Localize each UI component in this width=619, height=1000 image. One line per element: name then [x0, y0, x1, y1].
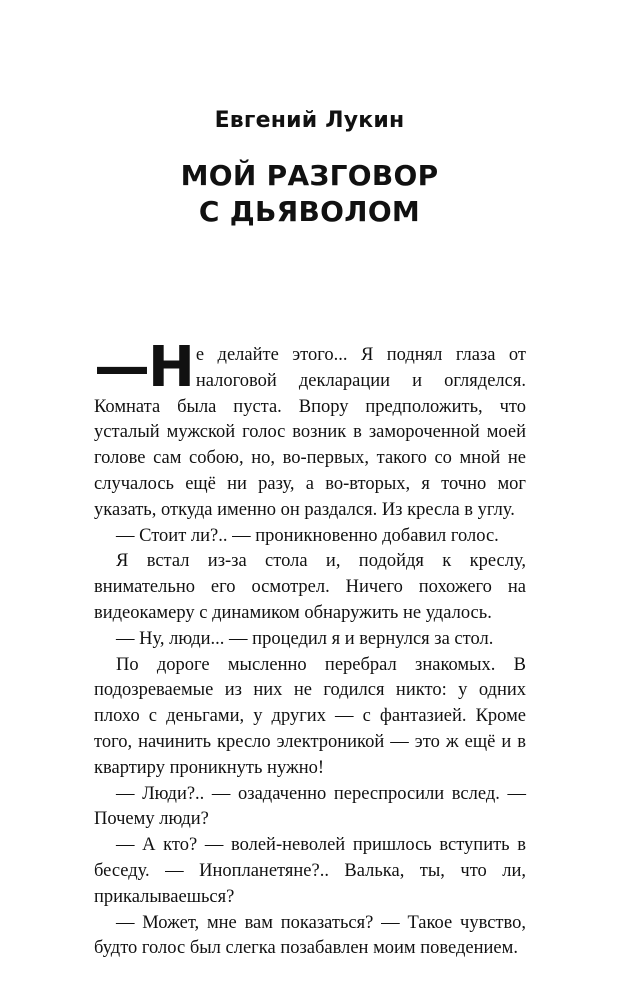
paragraph [94, 335, 526, 524]
paragraph: — А кто? — волей-неволей пришлось вступить в беседу. — Инопланетяне?.. Валька, ты, что ли, прикалываешься? [94, 835, 526, 907]
author-name: Евгений Лукин [214, 108, 405, 133]
paragraph: По дороге мысленно перебрал знакомых. В подозреваемые из них не годился никто: у одних плохо с деньгами, у других — с фантазией. Кроме того, начинить кресло электроникой — это ж ещё и в квартиру проникнуть нужно! [94, 654, 526, 778]
title-line-2: С ДЬЯВОЛОМ [198, 195, 421, 228]
paragraph: — Люди?.. — озадаченно переспросили вслед. — Почему люди? [94, 783, 526, 830]
paragraph: — Ну, люди... — процедил я и вернулся за стол. [116, 628, 494, 649]
paragraph-text: е делайте этого... Я поднял глаза от налоговой декларации и огляделся. Комната была пуста. Впору предположить, что усталый мужской голос возник в замороченной моей голове сам собою, но, во-первых, такого со мной не случалось ещё ни разу, а во-вторых, я точно мог указать, откуда именно он раздался. Из кресла в углу. [94, 345, 526, 520]
story-title [0, 158, 619, 230]
title-line-1: МОЙ РАЗГОВОР [180, 159, 439, 192]
story-text [94, 335, 526, 962]
paragraph: — Может, мне вам показаться? — Такое чувство, будто голос был слегка позабавлен моим поведением. [94, 912, 526, 959]
paragraph: — Стоит ли?.. — проникновенно добавил голос. [116, 525, 499, 546]
drop-cap: —Н [94, 335, 193, 400]
paragraph: Я встал из-за стола и, подойдя к креслу, внимательно его осмотрел. Ничего похожего на видеокамеру с динамиком обнаружить не удалось. [94, 551, 526, 623]
